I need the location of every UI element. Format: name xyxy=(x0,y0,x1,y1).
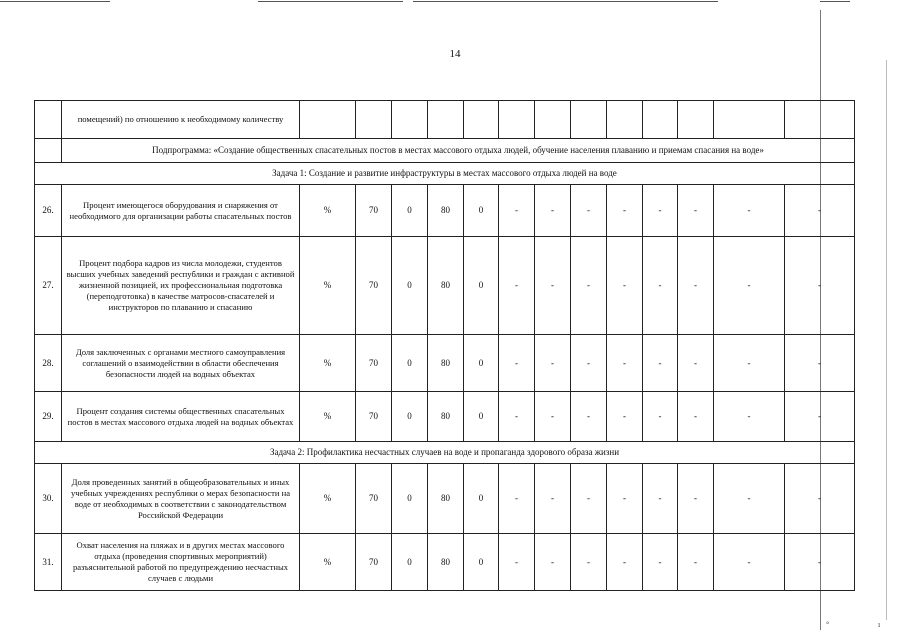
indicator-name: помещений) по отношению к необходимому количеству xyxy=(62,101,300,139)
dash-cell: - xyxy=(678,185,714,237)
dash-cell: - xyxy=(785,185,855,237)
dash-cell: - xyxy=(643,185,678,237)
dash-cell: - xyxy=(714,464,785,534)
dash-cell: - xyxy=(607,534,643,591)
value-cell: 80 xyxy=(428,392,464,442)
dash-cell: - xyxy=(678,534,714,591)
row-number: 28. xyxy=(35,335,62,392)
table-row-continued xyxy=(35,101,855,139)
scan-line-top-center xyxy=(258,1,403,2)
dash-cell: - xyxy=(643,464,678,534)
unit-cell: % xyxy=(300,335,356,392)
dash-cell: - xyxy=(571,335,607,392)
indicator-name: Процент имеющегося оборудования и снаряжения от необходимого для организации работы спасательных постов xyxy=(62,185,300,237)
dash-cell: - xyxy=(499,534,535,591)
table-row xyxy=(35,185,855,237)
page-edge-right-far xyxy=(886,60,887,620)
dash-cell: - xyxy=(643,392,678,442)
dash-cell: - xyxy=(607,237,643,335)
dash-cell: - xyxy=(714,237,785,335)
value-cell: 70 xyxy=(356,464,392,534)
value-cell: 0 xyxy=(464,464,499,534)
value-cell: 0 xyxy=(392,185,428,237)
table-row xyxy=(35,392,855,442)
dash-cell: - xyxy=(678,335,714,392)
dash-cell: - xyxy=(678,464,714,534)
value-cell: 80 xyxy=(428,335,464,392)
scan-speck: ° xyxy=(826,620,830,629)
indicator-name: Доля заключенных с органами местного самоуправления соглашений о взаимодействии в области обеспечения безопасности людей на водных объектах xyxy=(62,335,300,392)
row-number: 29. xyxy=(35,392,62,442)
dash-cell: - xyxy=(535,534,571,591)
dash-cell: - xyxy=(535,237,571,335)
value-cell: 0 xyxy=(464,392,499,442)
row-number: 31. xyxy=(35,534,62,591)
value-cell: 0 xyxy=(464,335,499,392)
indicator-name: Процент создания системы общественных спасательных постов в местах массового отдыха людей на водных объектах xyxy=(62,392,300,442)
row-number-cell xyxy=(35,101,62,139)
dash-cell: - xyxy=(785,534,855,591)
dash-cell: - xyxy=(643,237,678,335)
scan-line-top-center-right xyxy=(413,1,718,2)
indicators-table xyxy=(34,100,855,591)
dash-cell: - xyxy=(535,392,571,442)
dash-cell: - xyxy=(607,392,643,442)
dash-cell: - xyxy=(785,237,855,335)
dash-cell: - xyxy=(643,534,678,591)
dash-cell: - xyxy=(607,185,643,237)
value-cell: 0 xyxy=(392,392,428,442)
dash-cell: - xyxy=(535,335,571,392)
value-cell: 0 xyxy=(464,185,499,237)
dash-cell: - xyxy=(714,185,785,237)
dash-cell: - xyxy=(714,335,785,392)
table-row xyxy=(35,534,855,591)
table-row xyxy=(35,464,855,534)
dash-cell: - xyxy=(535,464,571,534)
dash-cell: - xyxy=(678,237,714,335)
value-cell: 0 xyxy=(392,534,428,591)
dash-cell: - xyxy=(643,335,678,392)
dash-cell: - xyxy=(499,335,535,392)
unit-cell: % xyxy=(300,464,356,534)
value-cell: 70 xyxy=(356,335,392,392)
dash-cell: - xyxy=(607,464,643,534)
page-number: 14 xyxy=(449,48,461,60)
subprogram-row xyxy=(35,139,855,163)
dash-cell: - xyxy=(607,335,643,392)
value-cell: 70 xyxy=(356,185,392,237)
table-row xyxy=(35,335,855,392)
value-cell: 80 xyxy=(428,185,464,237)
scan-line-top-right xyxy=(820,1,850,2)
dash-cell: - xyxy=(785,392,855,442)
dash-cell: - xyxy=(535,185,571,237)
dash-cell: - xyxy=(499,392,535,442)
task-row xyxy=(35,442,855,464)
dash-cell: - xyxy=(785,335,855,392)
indicator-name: Доля проведенных занятий в общеобразовательных и иных учебных учреждениях республики о мерах безопасности на воде от необходимых в соответствии с законодательством Российской Федерации xyxy=(62,464,300,534)
value-cell: 0 xyxy=(392,464,428,534)
dash-cell: - xyxy=(571,392,607,442)
value-cell: 0 xyxy=(464,534,499,591)
dash-cell: - xyxy=(571,534,607,591)
dash-cell: - xyxy=(499,185,535,237)
task-1-title: Задача 1: Создание и развитие инфраструктуры в местах массового отдыха людей на воде xyxy=(35,163,855,185)
value-cell: 70 xyxy=(356,237,392,335)
indicator-name: Охват населения на пляжах и в других местах массового отдыха (проведения спортивных мероприятий) разъяснительной работой по предупреждению несчастных случаев с людьми xyxy=(62,534,300,591)
unit-cell: % xyxy=(300,392,356,442)
value-cell: 80 xyxy=(428,237,464,335)
unit-cell: % xyxy=(300,185,356,237)
value-cell: 70 xyxy=(356,392,392,442)
dash-cell: - xyxy=(499,237,535,335)
value-cell: 70 xyxy=(356,534,392,591)
dash-cell: - xyxy=(714,392,785,442)
scan-line-top-left xyxy=(0,1,110,2)
value-cell: 80 xyxy=(428,534,464,591)
dash-cell: - xyxy=(571,185,607,237)
value-cell: 0 xyxy=(392,237,428,335)
dash-cell: - xyxy=(714,534,785,591)
row-number: 27. xyxy=(35,237,62,335)
indicator-name: Процент подбора кадров из числа молодежи, студентов высших учебных заведений республики и граждан с активной жизненной позицией, их профессиональная подготовка (переподготовка) в качестве матросов-спасателей и инструкторов по плаванию и спасанию xyxy=(62,237,300,335)
table-row xyxy=(35,237,855,335)
row-number: 30. xyxy=(35,464,62,534)
dash-cell: - xyxy=(678,392,714,442)
unit-cell: % xyxy=(300,534,356,591)
dash-cell: - xyxy=(571,237,607,335)
task-2-title: Задача 2: Профилактика несчастных случаев на воде и пропаганда здорового образа жизни xyxy=(35,442,855,464)
task-row xyxy=(35,163,855,185)
scan-speck: ı xyxy=(878,620,881,629)
value-cell: 80 xyxy=(428,464,464,534)
row-number: 26. xyxy=(35,185,62,237)
unit-cell: % xyxy=(300,237,356,335)
subprogram-title: Подпрограмма: «Создание общественных спасательных постов в местах массового отдыха людей, обучение населения плаванию и приемам спасания на воде» xyxy=(62,139,855,163)
value-cell: 0 xyxy=(392,335,428,392)
dash-cell: - xyxy=(785,464,855,534)
dash-cell: - xyxy=(571,464,607,534)
dash-cell: - xyxy=(499,464,535,534)
value-cell: 0 xyxy=(464,237,499,335)
